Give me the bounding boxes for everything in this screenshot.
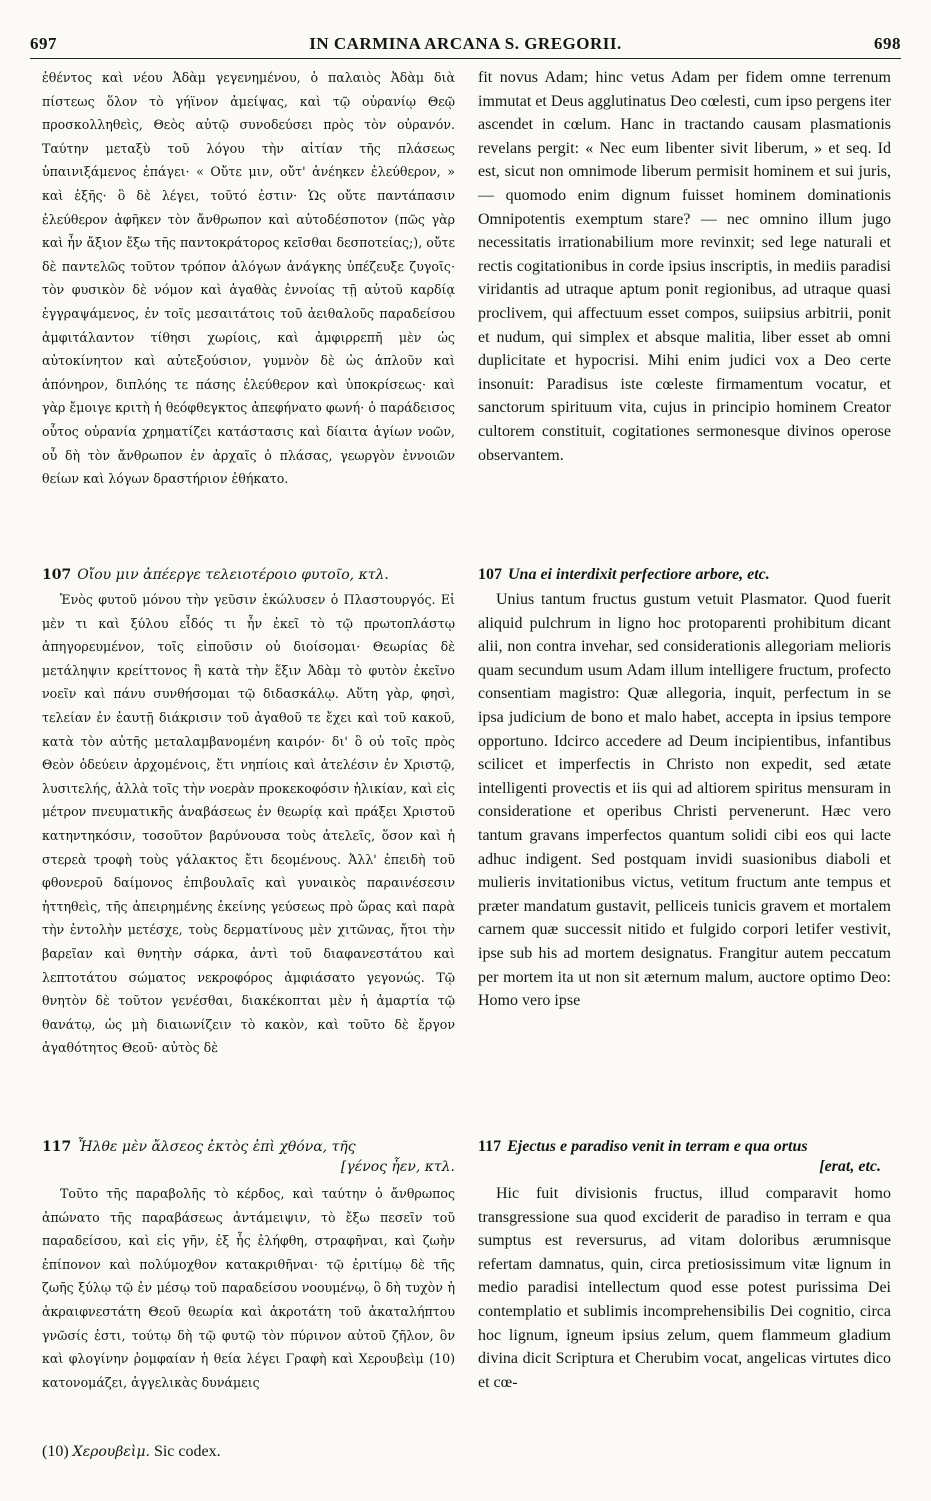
page-number-right: 698 [874, 34, 901, 53]
latin-column-section-3 [478, 1182, 891, 1430]
footnote [42, 1443, 221, 1461]
greek-paragraph: Τοῦτο τῆς παραβολῆς τὸ κέρδος, καὶ ταύτην ὁ ἄνθρωπος ἀπώνατο τῆς παραβάσεως ἀντάμειψιν, τὸ ἔξω πεσεῖν τοῦ παραδείσου, καὶ εἰς γῆν, ἐξ ἧς ἐλήφθη, στραφῆναι, καὶ ζωὴν ἐπίπονον καὶ πολύμοχθον κατακριθῆναι· τῷ ἐριτίμῳ δὲ τῆς ζωῆς ξύλῳ τῷ ἐν μέσῳ τοῦ παραδείσου νοουμένῳ, ὃ δὴ τυχὸν ἡ ἀκραιφνεστάτη Θεοῦ θεωρία καὶ ἀκροτάτη τοῦ ἀκαταλήπτου γνῶσίς ἐστι, τούτῳ δὴ τῷ φυτῷ τὸν πύρινον αὐτοῦ ζῆλον, ὃν καὶ φλογίνην ῥομφαίαν ἡ θεία λέγει Γραφὴ καὶ Χερουβεὶμ (10) κατονομάζει, ἀγγελικὰς δυνάμεις [42, 1186, 455, 1390]
latin-section-heading-117 [478, 1137, 891, 1177]
verse-number: 117 [478, 1138, 502, 1155]
verse-lemma: Una ei interdixit perfectiore arbore, etc. [508, 566, 770, 583]
footnote-mark: (10) [42, 1443, 69, 1460]
verse-lemma-line2: [γένος ἦεν, κτλ. [340, 1159, 455, 1175]
latin-paragraph: Hic fuit divisionis fructus, illud comparavit homo transgressione sua quod exciderit de paradiso in terram e qua sumptus est reversurus, ad vitam doloribus ærumnisque refertam damnatus, quin, circa pretiosissimum vitæ lignum in medio paradisi intellectum quod esse potest purissima Dei contemplatio et sublimis incomprehensibilis Dei cognitio, circa hoc lignum, igneum ipsius zelum, quem flammeum gladium divina dicit Scriptura et Cherubim vocat, angelicas virtutes dico et cœ- [478, 1185, 891, 1391]
verse-number: 117 [42, 1139, 72, 1155]
running-title: IN CARMINA ARCANA S. GREGORII. [309, 34, 622, 53]
latin-column-section-2 [478, 588, 891, 1108]
verse-number: 107 [478, 566, 502, 583]
header-rule [30, 58, 901, 59]
greek-column-section-2 [42, 588, 455, 1128]
page-number-left: 697 [30, 34, 57, 53]
greek-section-heading-117 [42, 1137, 455, 1177]
latin-section-heading-107 [478, 565, 891, 585]
verse-lemma-line1: Ἦλθε μὲν ἄλσεος ἐκτὸς ἐπὶ χθόνα, τῆς [77, 1139, 356, 1155]
verse-number: 107 [42, 567, 72, 583]
latin-paragraph: fit novus Adam; hinc vetus Adam per fidem omne terrenum immutat et Deus agglutinatus Deo cœlesti, cum ipso pergens iter ascendet in cœlum. Hanc in tractando causam plasmationis revelans pergit: « Nec eum libenter sivit liberum, » et seq. Id est, sicut non omnimode liberum permisit hominem et sui juris, — quomodo enim dignum fuisset hominem dominationis Omnipotentis exemptum stare? — nec omnino illum jugo necessitatis irrationabilium more revinxit; sed lege naturali et rectis cogitationibus in corde ipsius inscriptis, in mediis paradisi viridantis ad utraque aptum ponit regionibus, ad utraque quasi proclivem, qui affectuum esset compos, suiipsius arbitrii, ponit et nudum, qui simplex et absque malitia, liber esset ab omni duplicitate et hypocrisi. Mihi enim judici vox a Deo certe insonuit: Paradisus iste cœleste firmamentum vocatur, et sanctorum spirituum vita, cujus in principio hominem Creator cultorem constituit, cogitationes sermonesque divinos operose observantem. [478, 69, 891, 464]
footnote-word: Χερουβεὶμ. [72, 1444, 150, 1460]
greek-column-section-1 [42, 66, 455, 559]
greek-paragraph: ἐθέντος καὶ νέου Ἀδὰμ γεγενημένου, ὁ παλαιὸς Ἀδὰμ διὰ πίστεως ὅλον τὸ γήϊνον ἀμείψας, καὶ τῷ οὐρανίῳ Θεῷ προσκολληθεὶς, Θεὸς αὐτῷ συνοδεύσει πρὸς τὸν οὐρανόν. Ταύτην μεταξὺ τοῦ λόγου τὴν αἰτίαν τῆς πλάσεως ὑπαινιξάμενος ἐπάγει· « Οὔτε μιν, οὔτ' ἀνέηκεν ἐλεύθερον, » καὶ ἑξῆς· ὃ δὲ λέγει, τοῦτό ἐστιν· Ὡς οὔτε παντάπασιν ἐλεύθερον ἀφῆκεν τὸν ἄνθρωπον καὶ αὐτοδέσποτον (πῶς γὰρ καὶ ἦν ἄξιον ἔξω τῆς παντοκράτορος κεῖσθαι δεσποτείας;), οὔτε δὲ παντελῶς τοῦτον τρόπον ἀλόγων ἀνάγκης ὑπέζευξε ζυγοῖς· τὸν φυσικὸν δὲ νόμον καὶ ἀγαθὰς ἐννοίας τῇ αὐτοῦ καρδίᾳ ἐγγραψάμενος, ἐν τοῖς μεσαιτάτοις τοῦ ἀειθαλοῦς παραδείσου ἀμφιτάλαντον τίθησι χωρίοις, καὶ ἀμφιρρεπῆ μὲν ὡς αὐτοκίνητον καὶ αὐτεξούσιον, γυμνὸν δὲ ὡς ἁπλοῦν καὶ ἀπόνηρον, διπλόης τε πάσης ἐλεύθερον καὶ ὑποκρίσεως· καὶ γὰρ ἔμοιγε κριτὴ ἡ θεόφθεγκτος ἀπεφήνατο φωνή· ὁ παράδεισος οὗτος οὐρανία χρηματίζει κατάστασις καὶ δίαιτα ἁγίων νοῶν, οὗ δὴ τὸν ἄνθρωπον ἐν ἀρχαῖς ὁ πλάσας, γεωργὸν ἐννοιῶν θείων καὶ λόγων δραστήριον ἐθήκατο. [42, 70, 455, 487]
latin-paragraph: Unius tantum fructus gustum vetuit Plasmator. Quod fuerit aliquid pulchrum in ligno hoc protoparenti prohibitum dicant alii, non contra invehar, sed considerationis allegoriam melioris quam secundum usum Adam illum intelligere fructum, profecto consentiam magistro: Quæ allegoria, inquit, perfectum in se ipsa judicium de bono et malo habet, accepta in ipsius tempore opportuno. Idcirco accedere ad Deum incipientibus, infantibus scilicet et imperfectis in Christo non expedit, sed ætate intelligenti provectis et iis qui ad altiorem spiritus mensuram in consideratione et operibus Christi pervenerunt. Hæc vero tantum gravans imperfectos quantum solidi cibi eos qui lacte adhuc indigent. Sed postquam invidi suasionibus diaboli et mulieris invitationibus victus, vetitum fructum ante tempus et præter mandatum gustavit, pelliceis tunicis gravem et mortalem carnem quæ successit nitido et fulgido corpori letifer vestivit, ipse sub his ad mortem designatus. Frangitur autem peccatum per mortem ita ut non sit æternum malum, auctore optimo Deo: Homo vero ipse [478, 591, 891, 1010]
verse-lemma: Οἴου μιν ἀπέεργε τελειοτέροιο φυτοῖο, κτλ. [77, 567, 389, 583]
greek-paragraph: Ἑνὸς φυτοῦ μόνου τὴν γεῦσιν ἐκώλυσεν ὁ Πλαστουργός. Εἰ μὲν τι καὶ ξύλου εἶδός τι ἦν ἐκεῖ τὸ τῷ πρωτοπλάστῳ ἀπηγορευμένον, τοῖς εἰποῦσιν οὐ διοίσομαι· Θεωρίας δὲ μετάληψιν κρείττονος ἢ κατὰ τὴν ἕξιν Ἀδὰμ τὸ φυτὸν ἐκεῖνο νοεῖν καὶ πάνυ συνθήσομαι τῷ διδασκάλῳ. Αὕτη γὰρ, φησὶ, τελείαν ἐν ἑαυτῇ διάκρισιν τοῦ ἀγαθοῦ τε ἔχει καὶ τοῦ κακοῦ, κατὰ τὸν αὐτῆς μεταλαμβανομένη καιρόν· δι' ὃ οὐ τοῖς πρὸς Θεὸν ὁδεύειν ἀρχομένοις, ἔτι νηπίοις καὶ ἀτελέσιν ἐν Χριστῷ, λυσιτελής, ἀλλὰ τοῖς τὴν νοερὰν προκεκοφόσιν ἡλικίαν, καὶ εἰς μέτρον πνευματικῆς ἀναβάσεως ἐν θεωρίᾳ καὶ πράξει Χριστοῦ κατηντηκόσιν, τοσοῦτον βαρύνουσα τοὺς ἀτελεῖς, ὅσον καὶ ἡ στερεὰ τροφὴ τοὺς γάλακτος ἔτι δεομένους. Ἀλλ' ἐπειδὴ τοῦ φθονεροῦ δαίμονος ἐπιβουλαῖς καὶ γυναικὸς παραινέσεσιν ἡττηθεὶς, τῆς ἀπειρημένης ἐκείνης γεύσεως πρὸ ὥρας καὶ παρὰ τὴν ἐντολὴν μετέσχε, τοὺς δερματίνους μὲν χιτῶνας, ἤτοι τὴν βαρεῖαν καὶ θνητὴν σάρκα, ἀντὶ τοῦ διαφανεστάτου καὶ λεπτοτάτου σώματος νεκροφόρος ἀμφιάσατο γεγονώς. Τῷ θνητὸν δὲ τοῦτον γενέσθαι, διακέκοπται μὲν ἡ ἁμαρτία τῷ θανάτῳ, ὡς μὴ διαιωνίζειν τὸ κακὸν, καὶ τοῦτο δὲ ἔργον ἀγαθότητος Θεοῦ· αὐτὸς δὲ [42, 592, 455, 1056]
greek-column-section-3 [42, 1182, 455, 1430]
greek-section-heading-107 [42, 565, 455, 585]
running-header [30, 30, 901, 56]
verse-lemma-line1: Ejectus e paradiso venit in terram e qua ortus [507, 1138, 808, 1155]
footnote-note: Sic codex. [153, 1443, 221, 1460]
verse-lemma-line2: [erat, etc. [819, 1158, 881, 1175]
latin-column-section-1 [478, 66, 891, 559]
